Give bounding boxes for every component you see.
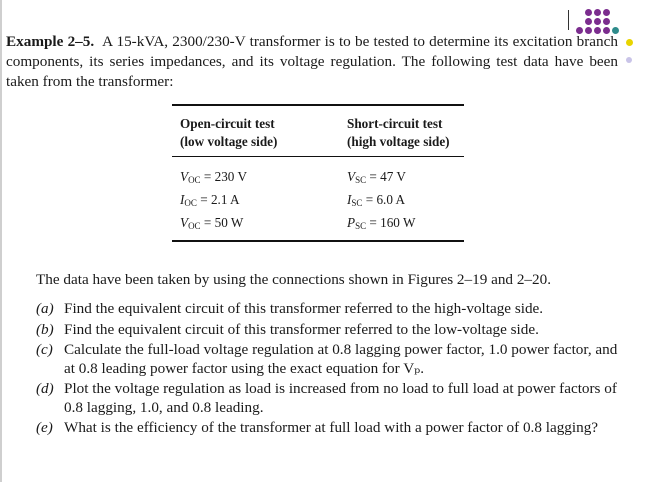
open-circuit-cell — [180, 192, 347, 208]
part-label: (e) — [36, 419, 53, 436]
cell-variable: V — [180, 168, 189, 184]
cell-subscript: SC — [355, 220, 367, 231]
table-header-row — [172, 106, 464, 156]
open-circuit-cell — [180, 169, 347, 185]
dot — [585, 9, 592, 16]
open-circuit-header-line2: (low voltage side) — [180, 134, 278, 149]
short-circuit-cell — [347, 215, 415, 231]
short-circuit-cell — [347, 169, 406, 185]
table-row — [180, 211, 464, 234]
dot — [603, 9, 610, 16]
cell-value: = 230 V — [203, 168, 247, 184]
cell-subscript: OC — [188, 174, 201, 185]
example-intro-text: A 15-kVA, 2300/230-V transformer is to be tested to determine its excitation branch components, its series impedances, and its voltage regulation. The following test data have been taken from the transformer: — [6, 33, 618, 90]
list-item — [36, 341, 626, 378]
dot — [626, 57, 632, 63]
dot — [585, 18, 592, 25]
data-source-statement: The data have been taken by using the connections shown in Figures 2–19 and 2–20. — [36, 271, 551, 288]
cell-value: = 47 V — [369, 168, 406, 184]
example-title: Example 2–5. — [6, 33, 95, 50]
part-label: (b) — [36, 320, 54, 338]
cell-value: = 2.1 A — [200, 191, 240, 207]
part-text: What is the efficiency of the transformer at full load with a power factor of 0.8 lagging? — [64, 419, 599, 436]
cell-subscript: SC — [351, 197, 363, 208]
dot — [603, 18, 610, 25]
cell-subscript: OC — [188, 220, 201, 231]
open-circuit-cell — [180, 215, 347, 231]
list-item — [36, 419, 626, 438]
short-circuit-header-line1: Short-circuit test — [347, 116, 443, 131]
table-bottom-rule — [172, 240, 464, 242]
dot — [594, 9, 601, 16]
part-label: (d) — [36, 380, 54, 397]
part-text: Calculate the full-load voltage regulation at 0.8 lagging power factor, 1.0 power factor, and at 0.8 leading power factor using the exact equation for Vₚ. — [64, 341, 618, 377]
part-label: (c) — [36, 341, 53, 358]
cell-subscript: OC — [184, 197, 197, 208]
example-intro-paragraph — [6, 32, 618, 92]
cell-subscript: SC — [355, 174, 367, 185]
cell-variable: P — [347, 214, 356, 230]
cell-variable: I — [180, 191, 185, 207]
cell-variable: I — [347, 191, 352, 207]
table-body — [172, 157, 464, 240]
table-row — [180, 165, 464, 188]
part-text: Find the equivalent circuit of this transformer referred to the high-voltage side. — [64, 300, 544, 317]
list-item — [36, 300, 626, 319]
dot — [594, 18, 601, 25]
open-circuit-header-line1: Open-circuit test — [180, 116, 275, 131]
dot — [626, 39, 633, 46]
left-margin-rule — [0, 0, 2, 482]
header-tick-mark — [568, 10, 569, 30]
table-row — [180, 188, 464, 211]
short-circuit-cell — [347, 192, 405, 208]
part-text: Find the equivalent circuit of this transformer referred to the low-voltage side. — [64, 320, 539, 338]
list-item — [36, 321, 626, 340]
problem-parts-list — [36, 300, 626, 440]
short-circuit-header — [347, 115, 450, 151]
cell-value: = 160 W — [369, 214, 416, 230]
cell-value: = 6.0 A — [365, 191, 406, 207]
open-circuit-header — [180, 115, 347, 151]
cell-variable: V — [180, 214, 189, 230]
short-circuit-header-line2: (high voltage side) — [347, 134, 450, 149]
part-text: Plot the voltage regulation as load is increased from no load to full load at power factors of 0.8 lagging, 1.0, and 0.8 leading. — [64, 380, 617, 416]
list-item — [36, 380, 626, 417]
cell-value: = 50 W — [203, 214, 244, 230]
part-label: (a) — [36, 300, 54, 317]
cell-variable: V — [347, 168, 356, 184]
test-data-table — [172, 104, 464, 242]
